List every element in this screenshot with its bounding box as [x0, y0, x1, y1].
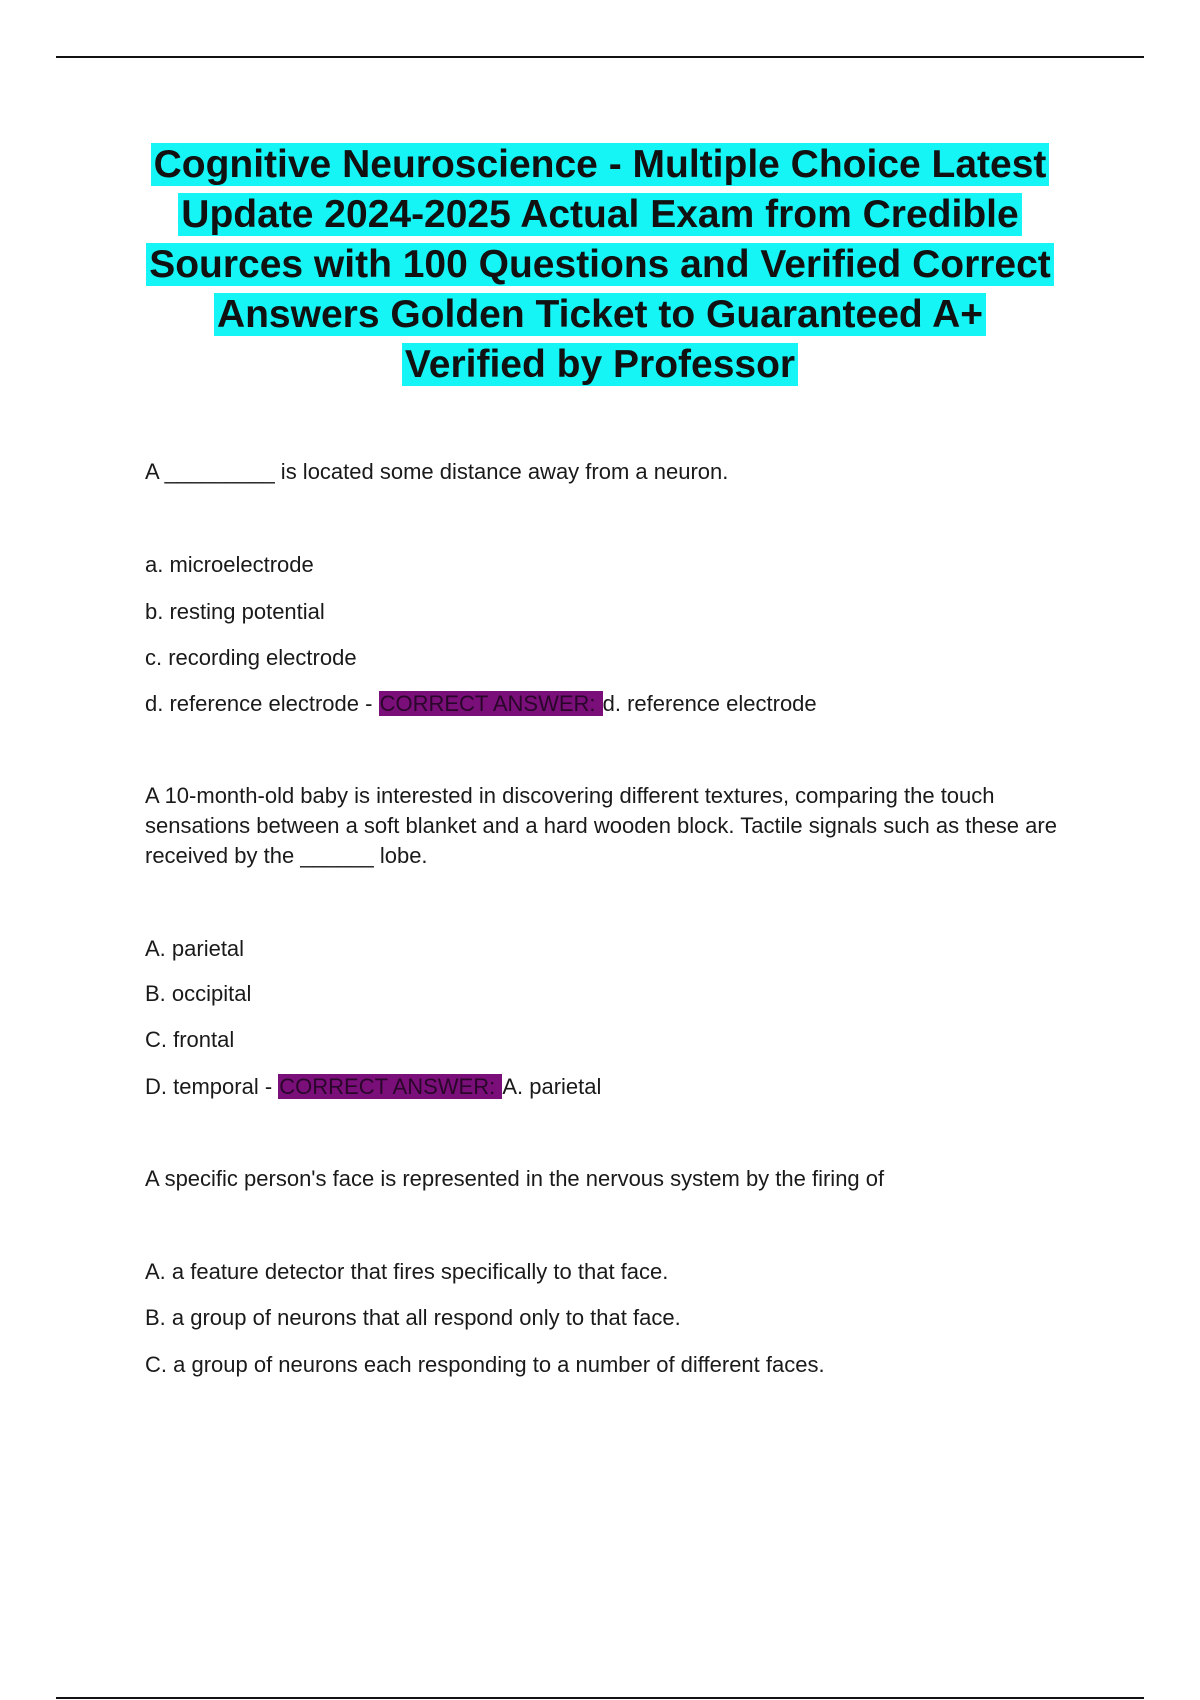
answer-option: B. a group of neurons that all respond only to that face. — [145, 1305, 681, 1330]
correct-answer-badge: CORRECT ANSWER: — [279, 1074, 502, 1099]
answer-option: C. frontal — [145, 1027, 235, 1052]
top-rule — [56, 56, 1144, 58]
answer-option: A. a feature detector that fires specifically to that face. — [145, 1259, 669, 1284]
answer-option-label: D. temporal - — [145, 1074, 279, 1099]
answer-option-with-answer — [145, 1072, 1090, 1102]
answer-option: c. recording electrode — [145, 645, 357, 670]
title-line: Update 2024-2025 Actual Exam from Credible — [178, 193, 1021, 236]
answer-option-with-answer — [145, 689, 1090, 719]
document-title — [120, 140, 1080, 390]
answer-option: C. a group of neurons each responding to a number of different faces. — [145, 1352, 825, 1377]
answer-option: B. occipital — [145, 981, 252, 1006]
question-text: A specific person's face is represented in the nervous system by the firing of — [145, 1166, 885, 1191]
title-line: Verified by Professor — [402, 343, 798, 386]
answer-option: A. parietal — [145, 936, 245, 961]
correct-answer: d. reference electrode — [602, 691, 817, 716]
correct-answer: A. parietal — [502, 1074, 602, 1099]
title-line: Cognitive Neuroscience - Multiple Choice Latest — [151, 143, 1050, 186]
title-line: Answers Golden Ticket to Guaranteed A+ — [214, 293, 986, 336]
question-text: A _________ is located some distance away from a neuron. — [145, 459, 729, 484]
title-line: Sources with 100 Questions and Verified Correct — [146, 243, 1054, 286]
bottom-rule — [56, 1697, 1144, 1699]
question-text: A 10-month-old baby is interested in discovering different textures, comparing the touch sensations between a soft blanket and a hard wooden block. Tactile signals such as these are received by the ______ lobe. — [145, 783, 1057, 868]
answer-option: a. microelectrode — [145, 552, 314, 577]
correct-answer-badge: CORRECT ANSWER: — [379, 691, 602, 716]
answer-option: b. resting potential — [145, 599, 325, 624]
answer-option-label: d. reference electrode - — [145, 691, 379, 716]
